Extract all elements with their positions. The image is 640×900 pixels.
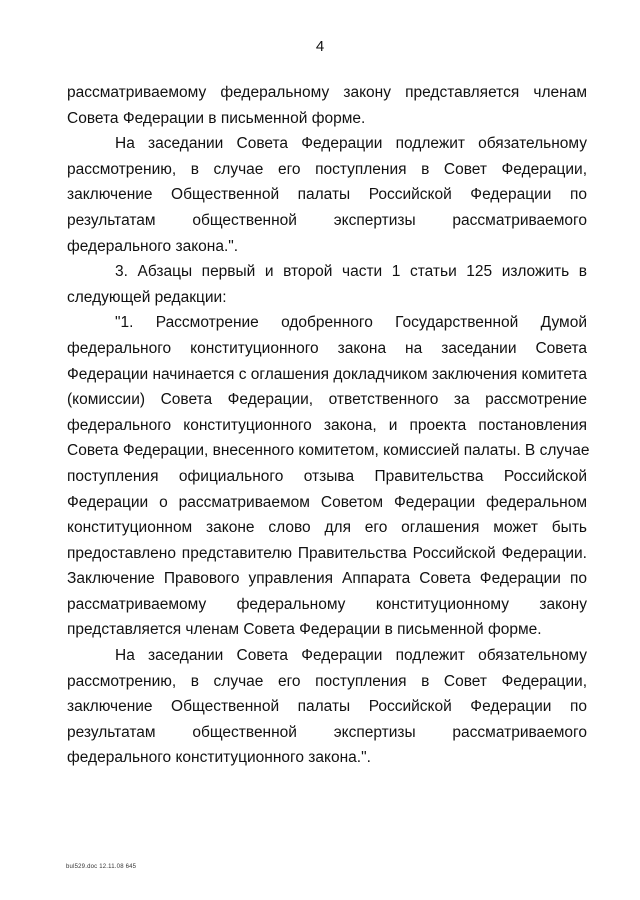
text-line: федерального закона.". <box>67 237 239 255</box>
text-line: 3. Абзацы первый и второй части 1 статьи 125 изложить в <box>115 263 587 281</box>
text-line: федерального конституционного закона.". <box>67 749 371 767</box>
text-line: федерального конституционного закона, и проекта постановления <box>67 416 587 434</box>
text-line: результатам общественной экспертизы рассматриваемого <box>67 723 587 741</box>
text-line: следующей редакции: <box>67 288 227 306</box>
text-line: Совета Федерации в письменной форме. <box>67 109 366 127</box>
footer-file-stamp: bul529.doc 12.11.08 645 <box>66 864 137 870</box>
text-line: поступления официального отзыва Правительства Российской <box>67 467 587 485</box>
text-line: федерального конституционного закона на заседании Совета <box>67 339 587 357</box>
text-line: На заседании Совета Федерации подлежит обязательному <box>115 647 587 665</box>
document-body <box>67 80 590 771</box>
text-line: Заключение Правового управления Аппарата Совета Федерации по <box>67 570 587 588</box>
text-line: результатам общественной экспертизы рассматриваемого <box>67 211 587 229</box>
text-line: предоставлено представителю Правительства Российской Федерации. <box>67 544 587 562</box>
text-line: Федерации о рассматриваемом Советом Федерации федеральном <box>67 493 587 511</box>
text-line: На заседании Совета Федерации подлежит обязательному <box>115 135 587 153</box>
text-line: рассмотрению, в случае его поступления в Совет Федерации, <box>67 672 587 690</box>
text-line: рассматриваемому федеральному закону представляется членам <box>67 84 587 101</box>
text-line: "1. Рассмотрение одобренного Государственной Думой <box>115 314 587 332</box>
text-line: рассматриваемому федеральному конституционному закону <box>67 595 587 613</box>
text-line: (комиссии) Совета Федерации, ответственного за рассмотрение <box>67 391 587 409</box>
text-line: Совета Федерации, внесенного комитетом, комиссией палаты. В случае <box>67 442 590 460</box>
text-line: заключение Общественной палаты Российской Федерации по <box>67 698 587 716</box>
page-number: 4 <box>315 38 325 55</box>
text-line: рассмотрению, в случае его поступления в Совет Федерации, <box>67 160 587 178</box>
text-line: конституционном законе слово для его оглашения может быть <box>67 519 587 537</box>
text-line: заключение Общественной палаты Российской Федерации по <box>67 186 587 204</box>
text-line: представляется членам Совета Федерации в письменной форме. <box>67 621 542 639</box>
text-line: Федерации начинается с оглашения докладчиком заключения комитета <box>67 365 588 383</box>
